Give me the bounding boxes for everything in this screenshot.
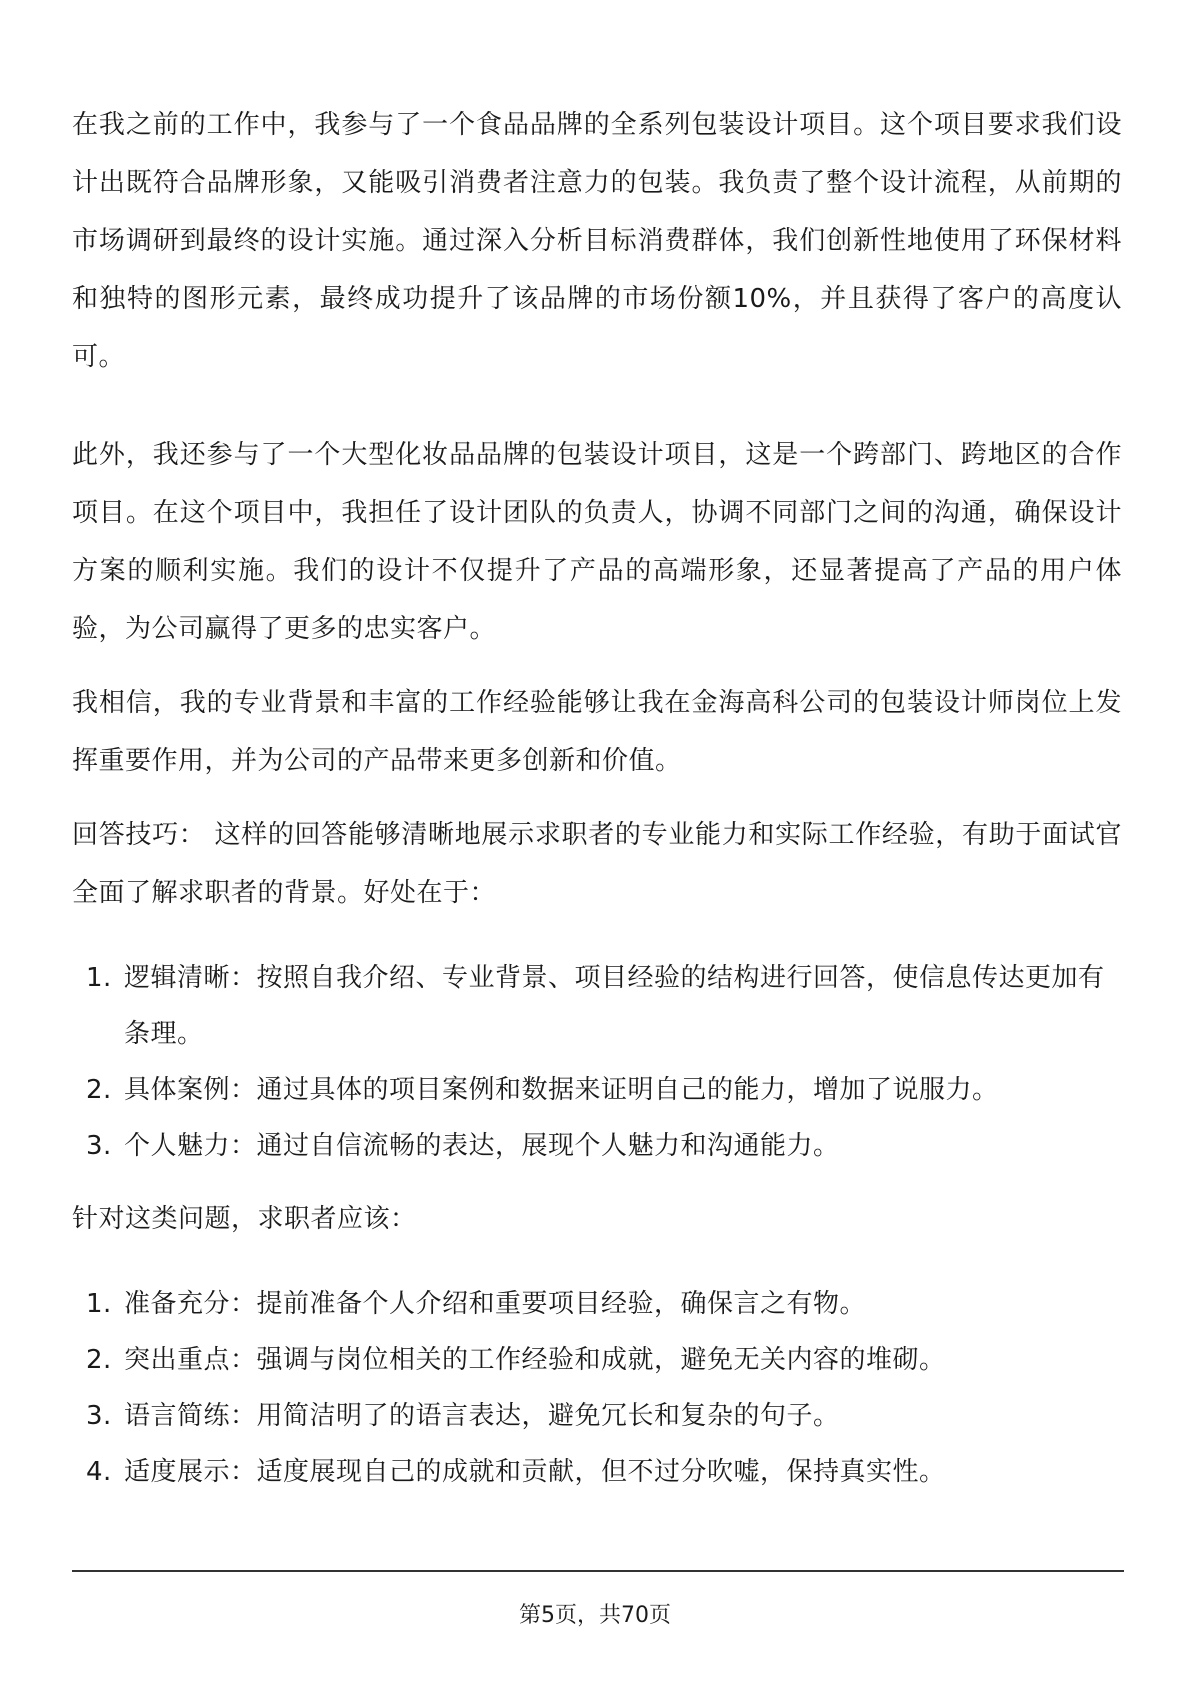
paragraph-food-project: 在我之前的工作中，我参与了一个食品品牌的全系列包装设计项目。这个项目要求我们设计出既符合品牌形象，又能吸引消费者注意力的包装。我负责了整个设计流程，从前期的市场调研到最终的设计实施。通过深入分析目标消费群体，我们创新性地使用了环保材料和独特的图形元素，最终成功提升了该品牌的市场份额10%，并且获得了客户的高度认可。	[72, 110, 1122, 372]
list-text: 具体案例：通过具体的项目案例和数据来证明自己的能力，增加了说服力。	[124, 1075, 999, 1105]
list-number: 2.	[86, 1075, 112, 1105]
advice-list	[72, 1276, 1122, 1500]
list-text: 突出重点：强调与岗位相关的工作经验和成就，避免无关内容的堆砌。	[124, 1345, 946, 1375]
list-text: 逻辑清晰：按照自我介绍、专业背景、项目经验的结构进行回答，使信息传达更加有条理。	[124, 963, 1105, 1049]
list-number: 1.	[86, 963, 112, 993]
benefits-list	[72, 950, 1122, 1174]
list-item	[72, 1276, 1122, 1332]
list-number: 2.	[86, 1345, 112, 1375]
list-number: 3.	[86, 1401, 112, 1431]
list-number: 3.	[86, 1131, 112, 1161]
list-text: 个人魅力：通过自信流畅的表达，展现个人魅力和沟通能力。	[124, 1131, 840, 1161]
page-content	[72, 96, 1122, 1500]
footer-divider	[72, 1570, 1124, 1572]
list-number: 1.	[86, 1289, 112, 1319]
list-text: 适度展示：适度展现自己的成就和贡献，但不过分吹嘘，保持真实性。	[124, 1457, 946, 1487]
list-item	[72, 1388, 1122, 1444]
list-item	[72, 1444, 1122, 1500]
paragraph-cosmetics-project: 此外，我还参与了一个大型化妆品品牌的包装设计项目，这是一个跨部门、跨地区的合作项目。在这个项目中，我担任了设计团队的负责人，协调不同部门之间的沟通，确保设计方案的顺利实施。我们的设计不仅提升了产品的高端形象，还显著提高了产品的用户体验，为公司赢得了更多的忠实客户。	[72, 440, 1122, 644]
list-item	[72, 950, 1122, 1062]
list-number: 4.	[86, 1457, 112, 1487]
list-text: 准备充分：提前准备个人介绍和重要项目经验，确保言之有物。	[124, 1289, 867, 1319]
paragraph-conclusion: 我相信，我的专业背景和丰富的工作经验能够让我在金海高科公司的包装设计师岗位上发挥重要作用，并为公司的产品带来更多创新和价值。	[72, 688, 1122, 776]
list-item	[72, 1332, 1122, 1388]
list-item	[72, 1118, 1122, 1174]
list-item	[72, 1062, 1122, 1118]
page-number: 第5页，共70页	[519, 1603, 671, 1628]
list-text: 语言简练：用简洁明了的语言表达，避免冗长和复杂的句子。	[124, 1401, 840, 1431]
paragraph-answer-tips: 回答技巧： 这样的回答能够清晰地展示求职者的专业能力和实际工作经验，有助于面试官全面了解求职者的背景。好处在于：	[72, 820, 1122, 908]
paragraph-advice-intro: 针对这类问题，求职者应该：	[72, 1204, 417, 1234]
